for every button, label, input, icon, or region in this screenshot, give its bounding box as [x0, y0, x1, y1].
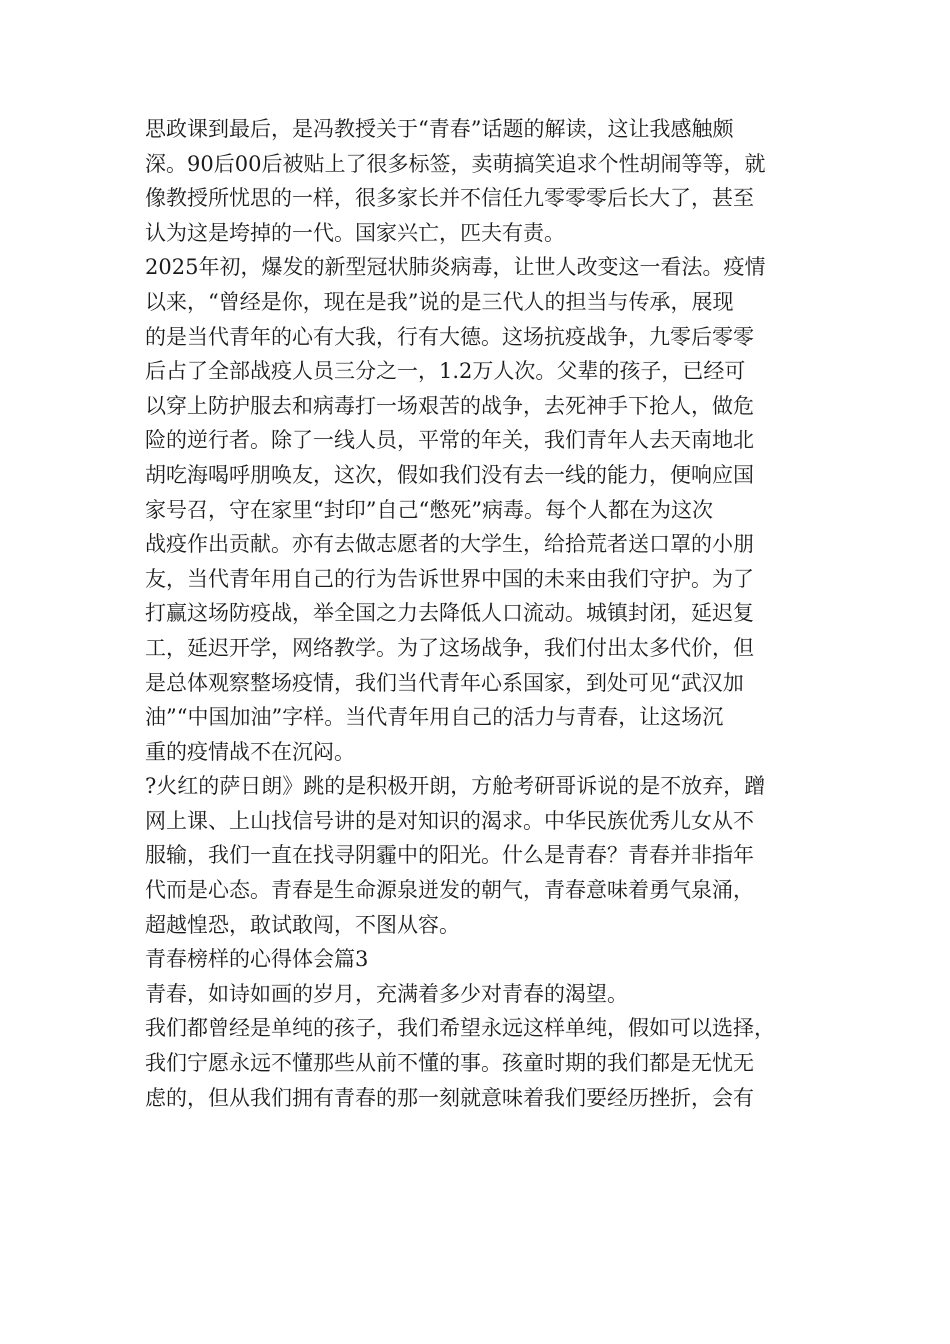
- paragraph-youth-spirit: [145, 769, 830, 942]
- text-line: 家号召，守在家里“封印”自己“憋死”病毒。每个人都在为这次: [145, 497, 713, 522]
- text-line: 代而是心态。青春是生命源泉迸发的朝气，青春意味着勇气泉涌，: [145, 878, 754, 903]
- paragraph-ideology-class: [145, 112, 830, 250]
- text-line: 工，延迟开学，网络教学。为了这场战争，我们付出太多代价，但: [145, 635, 754, 660]
- paragraph-epidemic: [145, 250, 830, 769]
- paragraph-innocent-children: [145, 1011, 830, 1115]
- text-line: 2025年初，爆发的新型冠状肺炎病毒，让世人改变这一看法。疫情: [145, 255, 766, 280]
- text-line: 我们宁愿永远不懂那些从前不懂的事。孩童时期的我们都是无忧无: [145, 1051, 754, 1076]
- text-line: 像教授所忧思的一样，很多家长并不信任九零零零后长大了，甚至: [145, 186, 754, 211]
- document-body: [145, 112, 830, 1115]
- text-line: 以穿上防护服去和病毒打一场艰苦的战争，去死神手下抢人，做危: [145, 393, 754, 418]
- text-line: 以来，“曾经是你，现在是我”说的是三代人的担当与传承，展现: [145, 289, 734, 314]
- text-line: 是总体观察整场疫情，我们当代青年心系国家，到处可见“武汉加: [145, 670, 744, 695]
- text-line: 后占了全部战疫人员三分之一，1.2万人次。父辈的孩子，已经可: [145, 359, 746, 384]
- text-line: 深。90后00后被贴上了很多标签，卖萌搞笑追求个性胡闹等等，就: [145, 151, 766, 176]
- text-line: 我们都曾经是单纯的孩子，我们希望永远这样单纯，假如可以选择，: [145, 1016, 775, 1041]
- text-line: 打赢这场防疫战，举全国之力去降低人口流动。城镇封闭，延迟复: [145, 601, 754, 626]
- text-line: 战疫作出贡献。亦有去做志愿者的大学生，给拾荒者送口罩的小朋: [145, 532, 754, 557]
- text-line: 青春，如诗如画的岁月，充满着多少对青春的渴望。: [145, 981, 628, 1006]
- paragraph-youth-poem: [145, 977, 830, 1012]
- text-line: 友，当代青年用自己的行为告诉世界中国的未来由我们守护。为了: [145, 566, 754, 591]
- text-line: 服输，我们一直在找寻阴霾中的阳光。什么是青春？青春并非指年: [145, 843, 754, 868]
- section-heading-text: 青春榜样的心得体会篇3: [145, 947, 369, 972]
- section-heading: [145, 942, 830, 977]
- text-line: 认为这是垮掉的一代。国家兴亡，匹夫有责。: [145, 220, 565, 245]
- text-line: 重的疫情战不在沉闷。: [145, 739, 355, 764]
- text-line: ?火红的萨日朗》跳的是积极开朗，方舱考研哥诉说的是不放弃，蹭: [145, 774, 766, 799]
- text-line: 网上课、上山找信号讲的是对知识的渴求。中华民族优秀儿女从不: [145, 808, 754, 833]
- text-line: 超越惶恐，敢试敢闯，不图从容。: [145, 912, 460, 937]
- text-line: 思政课到最后，是冯教授关于“青春”话题的解读，这让我感触颇: [145, 117, 734, 141]
- text-line: 虑的，但从我们拥有青春的那一刻就意味着我们要经历挫折，会有: [145, 1085, 754, 1110]
- text-line: 险的逆行者。除了一线人员，平常的年关，我们青年人去天南地北: [145, 428, 754, 453]
- text-line: 胡吃海喝呼朋唤友，这次，假如我们没有去一线的能力，便响应国: [145, 462, 754, 487]
- text-line: 油”“中国加油”字样。当代青年用自己的活力与青春，让这场沉: [145, 705, 724, 730]
- text-line: 的是当代青年的心有大我，行有大德。这场抗疫战争，九零后零零: [145, 324, 754, 349]
